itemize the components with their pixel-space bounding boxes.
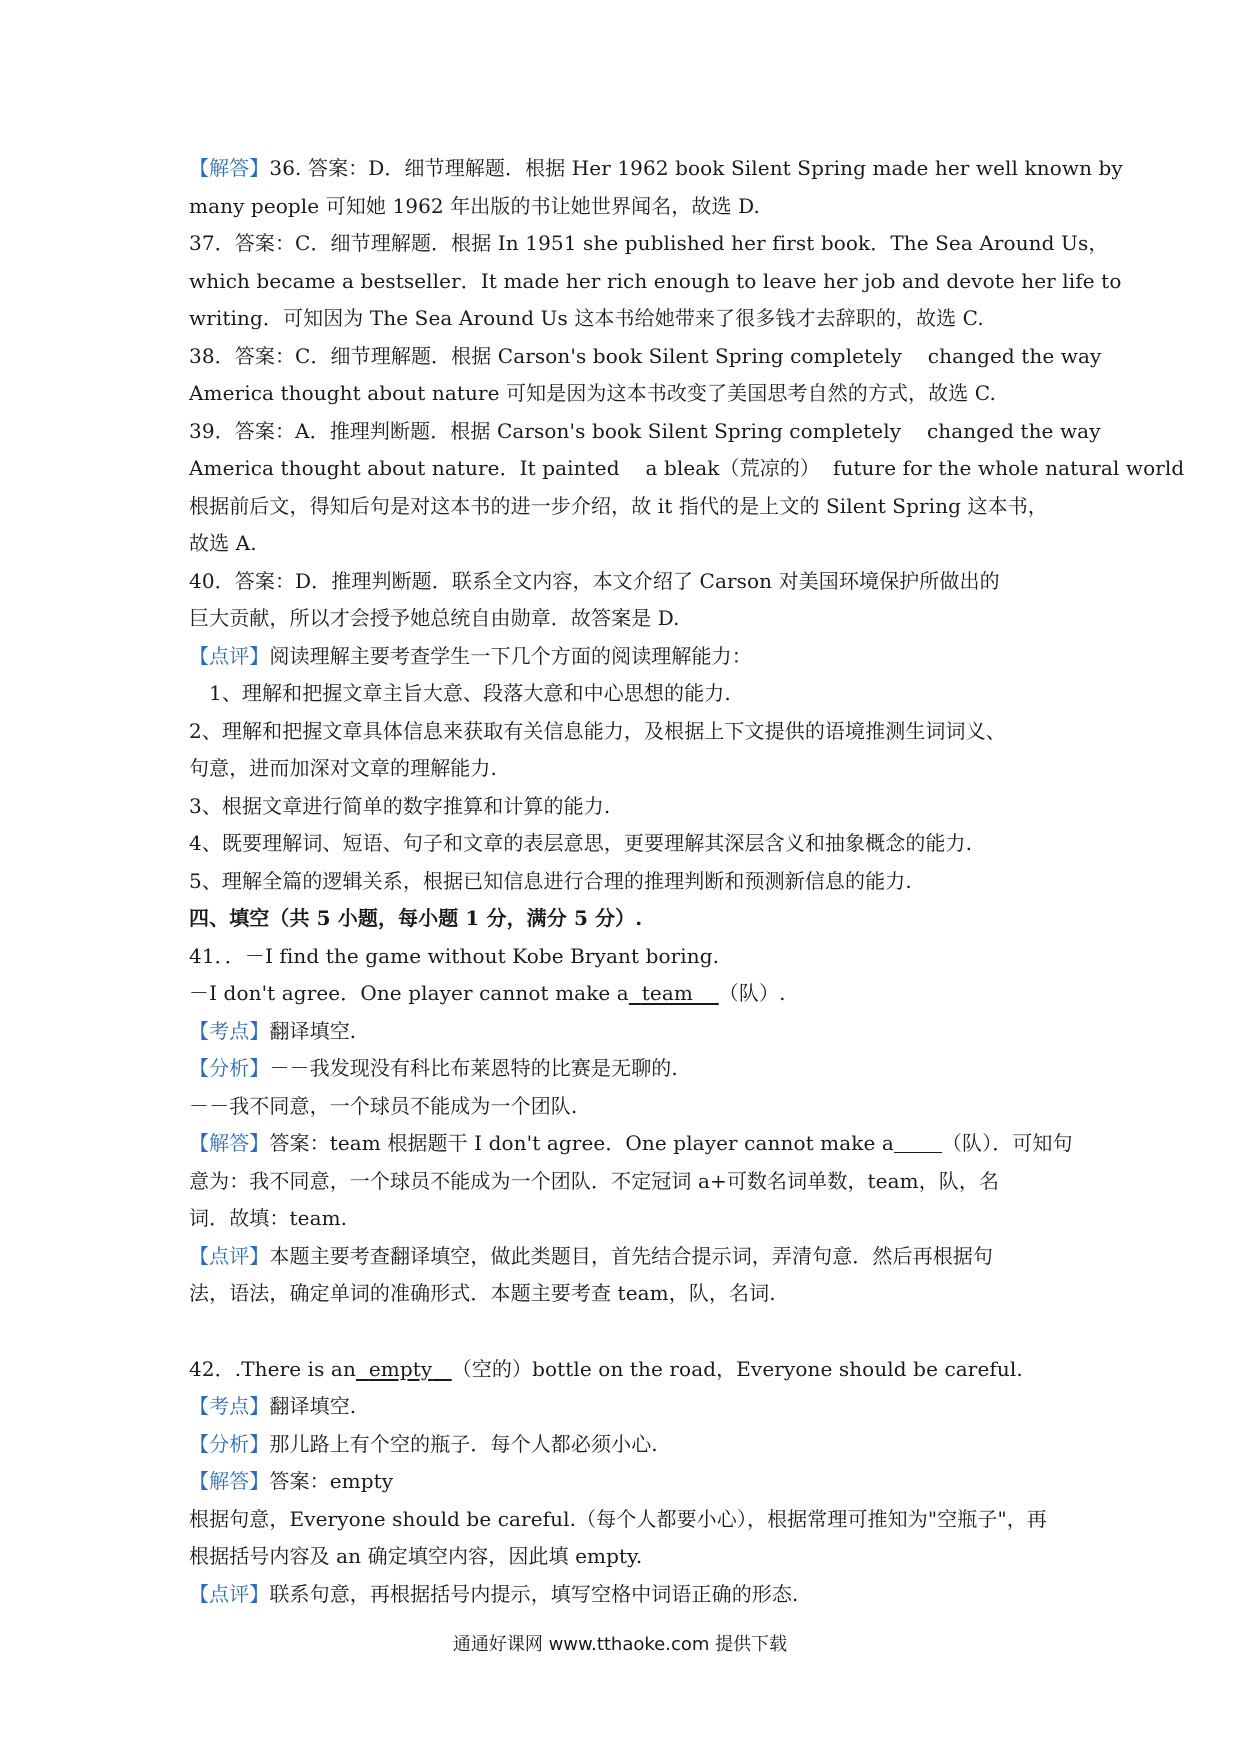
- q41-answer-blank: team: [641, 981, 693, 1005]
- analysis-tag: 【分析】: [189, 1431, 270, 1456]
- q39-line-2: America thought about nature．It painted a bleak（荒凉的） future for the whole natural world: [189, 456, 1185, 480]
- q40-line-2: 巨大贡献，所以才会授予她总统自由勋章．故答案是 D.: [189, 606, 680, 630]
- spacer: [189, 1313, 1069, 1351]
- q42-answer-blank: empty: [368, 1356, 433, 1381]
- q41-comment-1: 【点评】本题主要考查翻译填空，做此类题目，首先结合提示词，弄清句意．然后再根据句: [189, 1243, 994, 1268]
- q41-answer-1: 【解答】答案：team 根据题干 I don't agree．One player cannot make a （队）．可知句: [189, 1131, 1073, 1155]
- empty-blank: [894, 1132, 942, 1153]
- page-footer: 通通好课网 www.tthaoke.com 提供下载: [452, 1634, 788, 1655]
- comment-point-5: 5、理解全篇的逻辑关系，根据已知信息进行合理的推理判断和预测新信息的能力.: [189, 868, 912, 893]
- q42-body-2: 根据括号内容及 an 确定填空内容，因此填 empty.: [189, 1544, 643, 1568]
- comment-point-2a: 2、理解和把握文章具体信息来获取有关信息能力，及根据上下文提供的语境推测生词词义、: [189, 718, 1006, 743]
- q42-analysis: 【分析】那儿路上有个空的瓶子．每个人都必须小心.: [189, 1431, 658, 1456]
- comment-point-2b: 句意，进而加深对文章的理解能力.: [189, 756, 497, 780]
- analysis-tag: 【分析】: [189, 1056, 270, 1080]
- q41-point: 【考点】翻译填空.: [189, 1018, 357, 1043]
- q41-line-2: －I don't agree．One player cannot make a team （队）.: [189, 981, 786, 1005]
- q41-analysis-1: 【分析】－－我发现没有科比布莱恩特的比赛是无聊的.: [189, 1056, 678, 1080]
- comment-point-1: 1、理解和把握文章主旨大意、段落大意和中心思想的能力.: [209, 681, 731, 705]
- q41-analysis-2: －－我不同意，一个球员不能成为一个团队.: [189, 1093, 578, 1118]
- q39-line-3: 根据前后文，得知后句是对这本书的进一步介绍，故 it 指代的是上文的 Silent Spring 这本书，: [189, 493, 1048, 518]
- q36-line-2: many people 可知她 1962 年出版的书让她世界闻名，故选 D.: [189, 193, 760, 218]
- q37-line-2: which became a bestseller．It made her rich enough to leave her job and devote her life to: [189, 268, 1122, 293]
- point-tag: 【考点】: [189, 1018, 270, 1043]
- comment-point-3: 3、根据文章进行简单的数字推算和计算的能力.: [189, 793, 611, 818]
- answer-tag: 【解答】: [189, 156, 270, 180]
- q42-answer: 【解答】答案：empty: [189, 1469, 394, 1493]
- point-tag: 【考点】: [189, 1394, 270, 1418]
- answer-tag: 【解答】: [189, 1469, 270, 1493]
- comment-intro: 【点评】阅读理解主要考查学生一下几个方面的阅读理解能力：: [189, 643, 752, 668]
- q41-answer-2: 意为：我不同意，一个球员不能成为一个团队．不定冠词 a+可数名词单数，team，队，名: [189, 1168, 1000, 1193]
- q39-line-4: 故选 A.: [189, 531, 257, 555]
- q42-comment: 【点评】联系句意，再根据括号内提示，填写空格中词语正确的形态.: [189, 1581, 799, 1606]
- document-body: [189, 150, 1185, 1613]
- q36-line-1: 【解答】36. 答案：D．细节理解题．根据 Her 1962 book Silent Spring made her well known by: [189, 156, 1123, 180]
- q42-line-1: 42．.There is an empty （空的）bottle on the road，Everyone should be careful.: [189, 1356, 1023, 1381]
- comment-tag: 【点评】: [189, 1243, 270, 1268]
- q37-line-3: writing．可知因为 The Sea Around Us 这本书给她带来了很多钱才去辞职的，故选 C.: [189, 306, 984, 330]
- comment-point-4: 4、既要理解词、短语、句子和文章的表层意思，更要理解其深层含义和抽象概念的能力.: [189, 831, 973, 855]
- q41-answer-3: 词．故填：team.: [189, 1206, 348, 1230]
- comment-tag: 【点评】: [189, 643, 270, 668]
- comment-tag: 【点评】: [189, 1581, 270, 1606]
- q37-line-1: 37．答案：C．细节理解题．根据 In 1951 she published her first book．The Sea Around Us，: [189, 231, 1109, 255]
- q41-comment-2: 法，语法，确定单词的准确形式．本题主要考查 team，队，名词.: [189, 1281, 776, 1305]
- section-heading: 四、填空（共 5 小题，每小题 1 分，满分 5 分）.: [189, 906, 643, 930]
- q39-line-1: 39．答案：A．推理判断题．根据 Carson's book Silent Spring completely changed the way: [189, 418, 1101, 443]
- q42-body-1: 根据句意，Everyone should be careful.（每个人都要小心），根据常理可推知为"空瓶子"，再: [189, 1506, 1047, 1531]
- q41-line-1: 41．．－I find the game without Kobe Bryant boring.: [189, 943, 720, 968]
- q40-line-1: 40．答案：D．推理判断题．联系全文内容，本文介绍了 Carson 对美国环境保护所做出的: [189, 568, 1000, 593]
- q38-line-1: 38．答案：C．细节理解题．根据 Carson's book Silent Spring completely changed the way: [189, 343, 1102, 368]
- q42-point: 【考点】翻译填空.: [189, 1394, 357, 1418]
- q38-line-2: America thought about nature 可知是因为这本书改变了美国思考自然的方式，故选 C.: [189, 381, 996, 405]
- answer-tag: 【解答】: [189, 1131, 270, 1155]
